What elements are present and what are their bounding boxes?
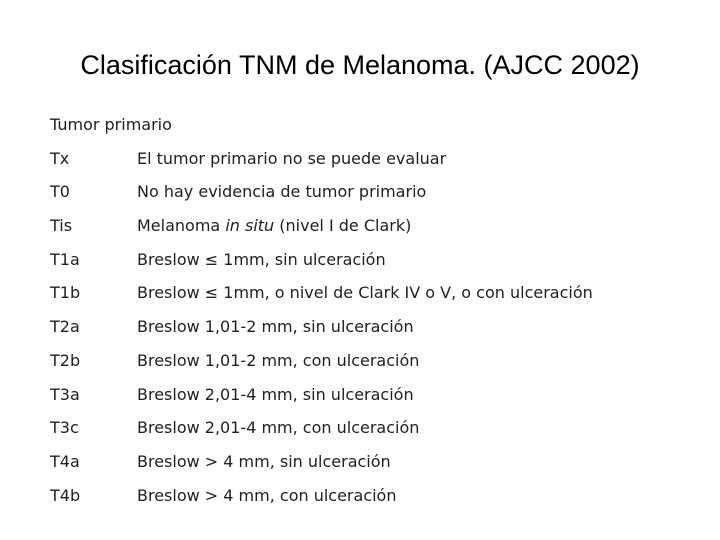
stage-description: No hay evidencia de tumor primario <box>137 182 427 202</box>
stage-description: Breslow ≤ 1mm, o nivel de Clark IV o V, o con ulceración <box>137 283 593 303</box>
description-before: Melanoma <box>137 216 226 236</box>
stage-code: T3a <box>50 384 80 404</box>
description-italic: in situ <box>225 216 275 236</box>
stage-code: T2b <box>50 350 81 370</box>
table-row <box>50 381 593 415</box>
table-row <box>50 212 593 246</box>
stage-description: Breslow > 4 mm, con ulceración <box>137 485 397 505</box>
stage-description: El tumor primario no se puede evaluar <box>137 148 447 168</box>
description-after: (nivel I de Clark) <box>274 216 412 236</box>
stage-code: T4a <box>50 451 80 471</box>
section-heading-tumor-primario: Tumor primario <box>50 115 172 134</box>
stage-description: Breslow 1,01-2 mm, sin ulceración <box>137 317 414 337</box>
stage-code: T3c <box>50 418 79 438</box>
table-row <box>50 414 593 448</box>
slide-title: Clasificación TNM de Melanoma. (AJCC 2002) <box>80 50 640 80</box>
table-row <box>50 178 593 212</box>
stage-description: Breslow 2,01-4 mm, con ulceración <box>137 418 420 438</box>
stage-code: T1a <box>50 249 80 269</box>
stage-description: Breslow ≤ 1mm, sin ulceración <box>137 249 386 269</box>
table-row <box>50 313 593 347</box>
table-row <box>50 347 593 381</box>
stage-code: T1b <box>50 283 81 303</box>
stage-description: Breslow 2,01-4 mm, sin ulceración <box>137 384 414 404</box>
stage-code: T4b <box>50 485 81 505</box>
stage-description <box>137 212 411 246</box>
stage-description: Breslow > 4 mm, sin ulceración <box>137 451 391 471</box>
table-row <box>50 448 593 482</box>
tnm-classification-table <box>50 111 593 515</box>
table-row <box>50 246 593 280</box>
stage-code: T2a <box>50 317 80 337</box>
table-row <box>50 145 593 179</box>
stage-description: Breslow 1,01-2 mm, con ulceración <box>137 350 420 370</box>
stage-code: Tis <box>50 216 73 236</box>
stage-code: T0 <box>50 182 70 202</box>
stage-code: Tx <box>50 148 70 168</box>
table-row <box>50 482 593 516</box>
table-row <box>50 279 593 313</box>
